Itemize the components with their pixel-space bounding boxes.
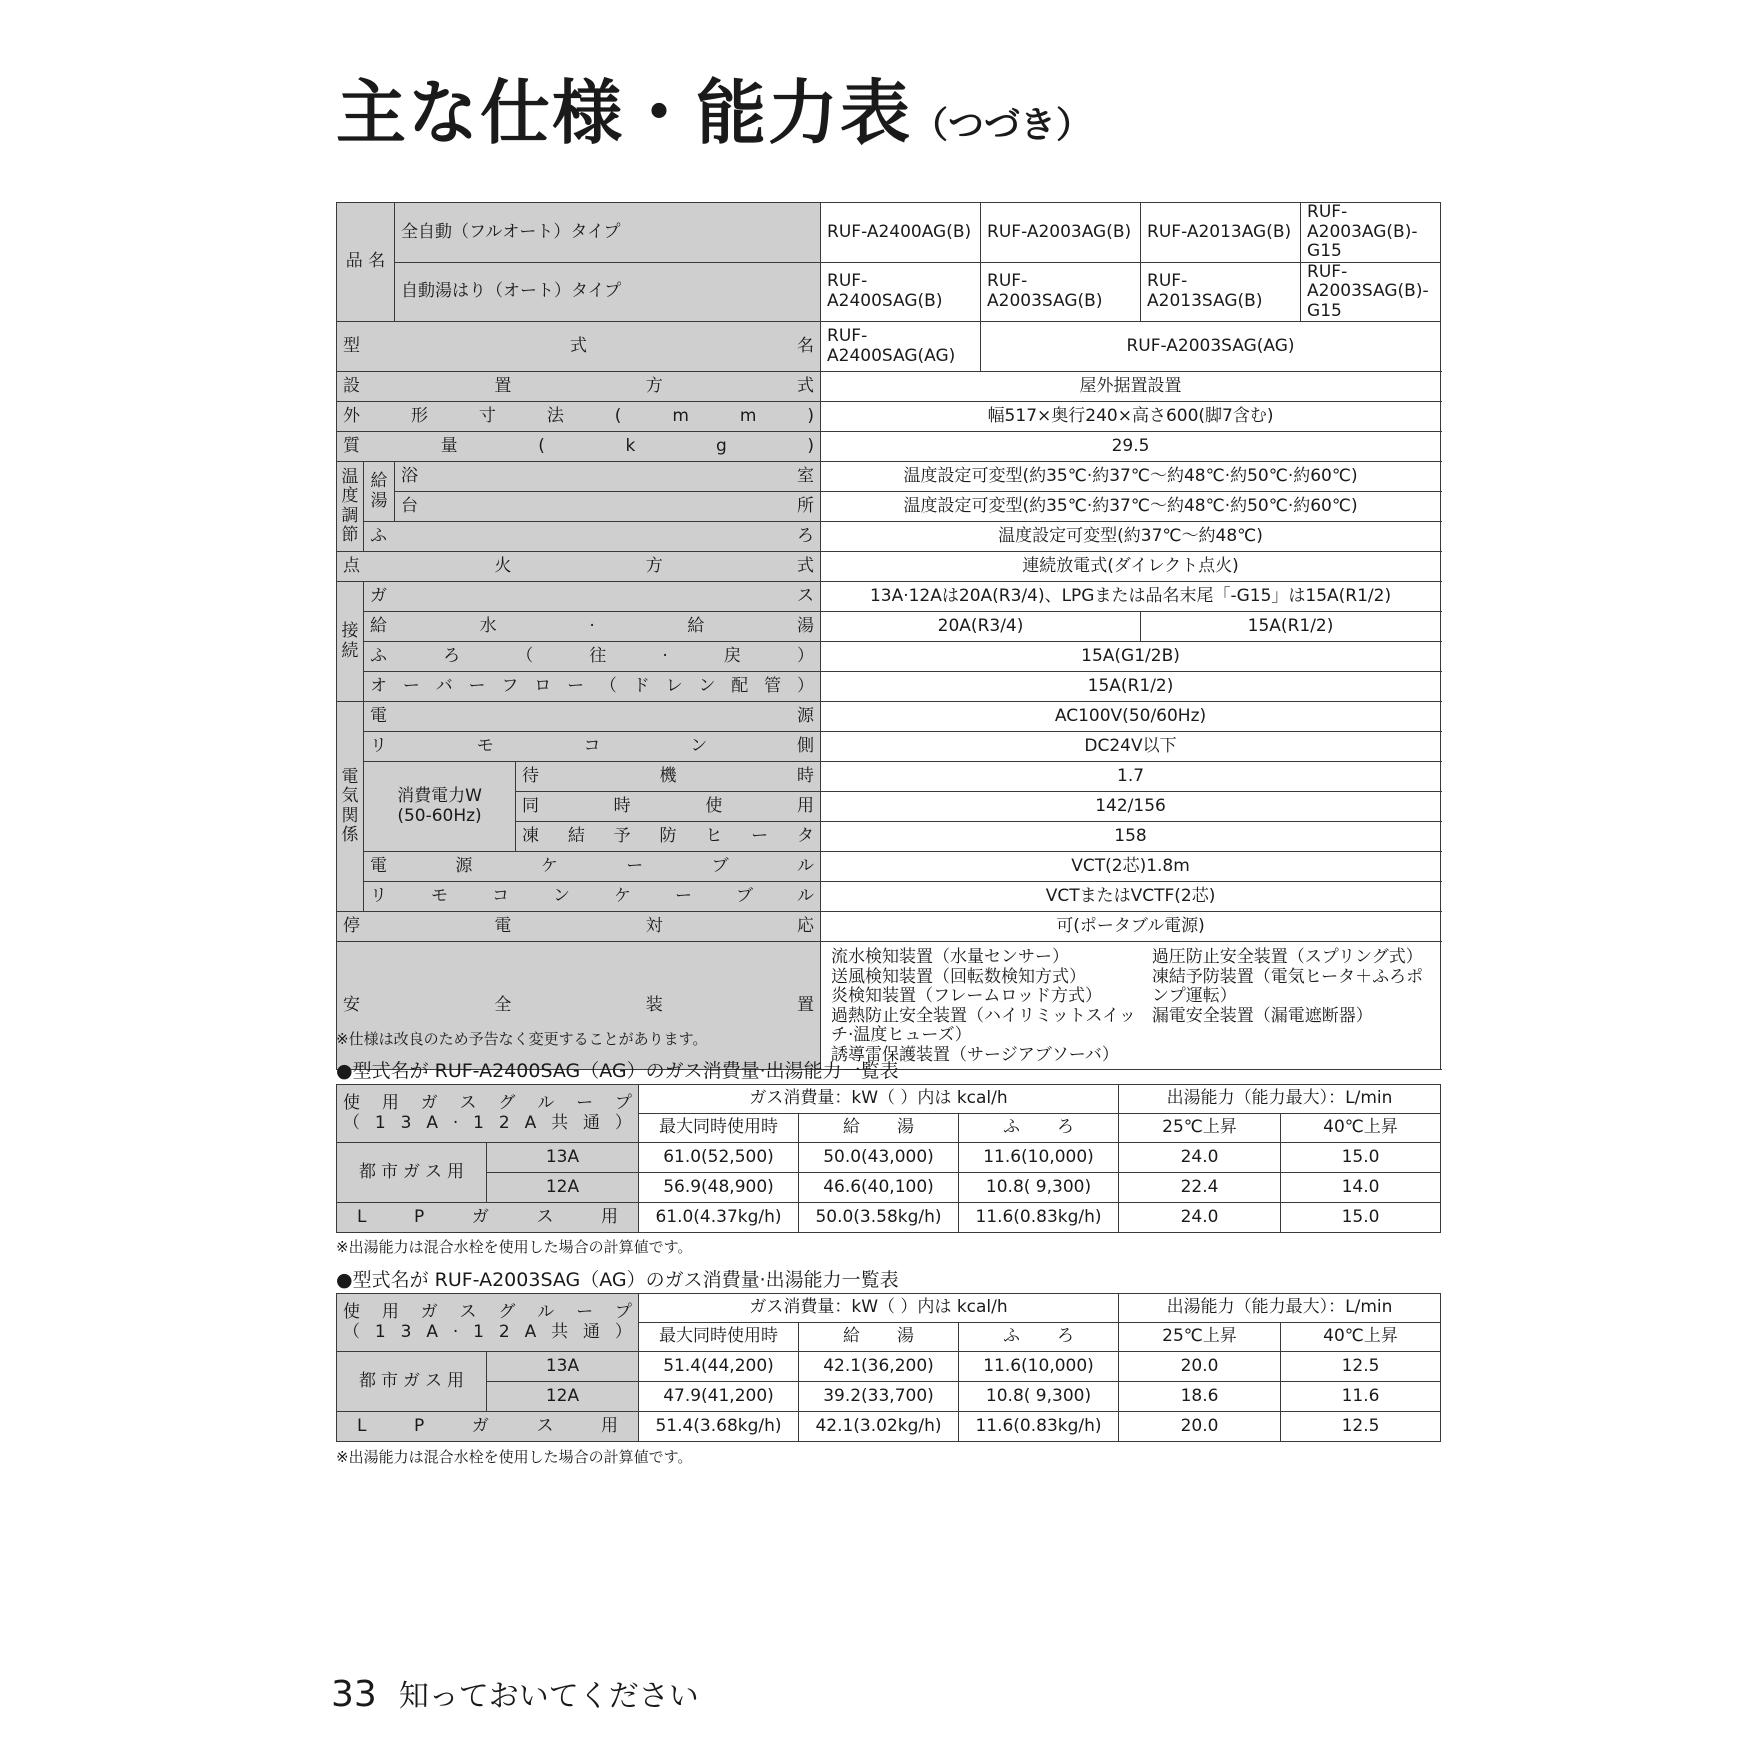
table-row	[337, 1412, 1441, 1442]
table-cell: 51.4(44,200)	[639, 1352, 799, 1382]
gas-table-note: ※出湯能力は混合水栓を使用した場合の計算値です。	[336, 1238, 693, 1256]
yokushitsu-row	[337, 462, 1441, 492]
table-cell: 24.0	[1119, 1203, 1281, 1233]
safety-item: 流水検知装置（水量センサー）	[831, 947, 1070, 968]
safety-col-2	[1152, 948, 1434, 1065]
table-cell: 56.9(48,900)	[639, 1173, 799, 1203]
cable-value: VCT(2芯)1.8m	[821, 852, 1441, 882]
model-cell: RUF-A2003AG(B)-G15	[1301, 203, 1441, 263]
safety-item: 過圧防止安全装置（スプリング式）	[1151, 947, 1423, 968]
spread-label: （ 1 3 A · 1 2 A 共 通 ）	[343, 1112, 632, 1133]
model-cell: RUF-A2400SAG(B)	[821, 262, 981, 322]
gas-group-header	[337, 1294, 639, 1352]
spread-label: 待 機 時	[522, 766, 815, 786]
table-cell: 12.5	[1281, 1352, 1441, 1382]
table-cell: 51.4(3.68kg/h)	[639, 1412, 799, 1442]
vertical-label: 接 続	[341, 621, 359, 661]
spread-label: 給 水 · 給 湯	[370, 616, 815, 636]
spread-label: 設 置 方 式	[343, 376, 815, 396]
output-header: 出湯能力（能力最大）：L/min	[1119, 1294, 1441, 1323]
overflow-value: 15A(R1/2)	[821, 672, 1441, 702]
spread-label: リ モ コ ン ケ ー ブ ル	[370, 886, 814, 906]
remocon-row	[337, 732, 1441, 762]
table-cell: 15.0	[1281, 1143, 1441, 1173]
gas-consumption-header: ガス消費量：kW（ ）内は kcal/h	[639, 1294, 1119, 1323]
table-cell: 10.8( 9,300)	[959, 1173, 1119, 1203]
hinmei-label: 品 名	[337, 203, 395, 322]
spread-label: 電 源	[370, 706, 815, 726]
tenka-value: 連続放電式(ダイレクト点火)	[821, 552, 1441, 582]
kyusui-value-b: 15A(R1/2)	[1141, 612, 1441, 642]
safety-item: 凍結予防装置（電気ヒータ＋ふろポンプ運転）	[1151, 966, 1424, 1007]
gas-consumption-header: ガス消費量：kW（ ）内は kcal/h	[639, 1085, 1119, 1114]
ondo-group-label	[337, 462, 364, 552]
table-cell: 24.0	[1119, 1143, 1281, 1173]
page-footer	[331, 1671, 699, 1715]
lp-gas-label: L P ガ ス 用	[357, 1206, 618, 1227]
furo-conn-row	[337, 642, 1441, 672]
vertical-label: 給 湯	[370, 471, 388, 511]
table-row	[337, 1203, 1441, 1233]
teiden-value: 可(ポータブル電源)	[821, 912, 1441, 942]
katashiki-label	[337, 322, 821, 372]
column-header: 給 湯	[843, 1326, 914, 1347]
safety-col-1	[831, 948, 1152, 1065]
table-cell: 50.0(43,000)	[799, 1143, 959, 1173]
column-header: 最大同時使用時	[639, 1323, 799, 1352]
row-label: 13A	[487, 1352, 639, 1382]
spread-label: ふ ろ （ 往 · 戻 ）	[370, 646, 814, 666]
table-cell: 11.6(10,000)	[959, 1143, 1119, 1173]
dengen-value: AC100V(50/60Hz)	[821, 702, 1441, 732]
spread-label: オ ー バ ー フ ロ ー （ ド レ ン 配 管 ）	[370, 676, 814, 696]
model-cell: RUF-A2013AG(B)	[1141, 203, 1301, 263]
gas-group-header	[337, 1085, 639, 1143]
table-cell: 50.0(3.58kg/h)	[799, 1203, 959, 1233]
gas-conn-value: 13A·12Aは20A(R3/4)、LPGまたは品名末尾「-G15」は15A(R1/2)	[821, 582, 1441, 612]
auto-label: 自動湯はり（オート）タイプ	[395, 262, 821, 322]
furo-temp-value: 温度設定可変型(約37℃～約48℃)	[821, 522, 1441, 552]
row-label: 12A	[487, 1382, 639, 1412]
row-label: 12A	[487, 1173, 639, 1203]
taiki-row	[337, 762, 1441, 792]
spread-label: 点 火 方 式	[343, 556, 815, 576]
daidokoro-value: 温度設定可変型(約35℃·約37℃～約48℃·約50℃·約60℃)	[821, 492, 1441, 522]
table-cell: 18.6	[1119, 1382, 1281, 1412]
spread-label: （ 1 3 A · 1 2 A 共 通 ）	[343, 1321, 632, 1342]
column-header: 40℃上昇	[1281, 1114, 1441, 1143]
spread-label: 台 所	[401, 496, 815, 516]
safety-item: 炎検知装置（フレームロッド方式）	[831, 986, 1103, 1007]
column-header: ふ ろ	[1003, 1326, 1075, 1347]
spread-label: 質 量 ( k g )	[343, 436, 814, 456]
table-cell: 11.6(0.83kg/h)	[959, 1412, 1119, 1442]
model-cell: RUF-A2003SAG(B)	[981, 262, 1141, 322]
table-cell: 42.1(3.02kg/h)	[799, 1412, 959, 1442]
gaikei-row	[337, 402, 1441, 432]
output-header: 出湯能力（能力最大）：L/min	[1119, 1085, 1441, 1114]
spread-label: リ モ コ ン 側	[370, 736, 814, 756]
table-cell: 47.9(41,200)	[639, 1382, 799, 1412]
model-cell: RUF-A2003SAG(B)-G15	[1301, 262, 1441, 322]
spread-label: 型 式 名	[343, 336, 815, 356]
denki-group-label	[337, 702, 364, 912]
model-cell: RUF-A2003AG(B)	[981, 203, 1141, 263]
anzen-row	[337, 942, 1441, 1070]
overflow-row	[337, 672, 1441, 702]
table-cell: 46.6(40,100)	[799, 1173, 959, 1203]
spread-label: ガ ス	[370, 586, 815, 606]
remocon-value: DC24V以下	[821, 732, 1441, 762]
kyusui-value-a: 20A(R3/4)	[821, 612, 1141, 642]
table-cell: 61.0(4.37kg/h)	[639, 1203, 799, 1233]
daidokoro-row	[337, 492, 1441, 522]
vertical-label: 電 気 関 係	[341, 766, 359, 846]
gas-conn-row	[337, 582, 1441, 612]
table-cell: 11.6(10,000)	[959, 1352, 1119, 1382]
spread-label: 停 電 対 応	[343, 916, 815, 936]
gas-table-heading: ●型式名が RUF-A2003SAG（AG）のガス消費量·出湯能力一覧表	[336, 1269, 899, 1291]
spec-note: ※仕様は改良のため予告なく変更することがあります。	[336, 1030, 708, 1048]
table-cell: 12.5	[1281, 1412, 1441, 1442]
column-header: 給 湯	[843, 1117, 914, 1138]
shitsuryo-value: 29.5	[821, 432, 1441, 462]
model-cell: RUF-A2400AG(B)	[821, 203, 981, 263]
page-title: 主な仕様・能力表（つづき）	[336, 72, 1093, 154]
setchi-row	[337, 372, 1441, 402]
teiden-row	[337, 912, 1441, 942]
doji-value: 142/156	[821, 792, 1441, 822]
model-cell: RUF-A2013SAG(B)	[1141, 262, 1301, 322]
table-cell: 20.0	[1119, 1412, 1281, 1442]
table-cell: 39.2(33,700)	[799, 1382, 959, 1412]
dengen-row	[337, 702, 1441, 732]
column-header: 40℃上昇	[1281, 1323, 1441, 1352]
furo-temp-row	[337, 522, 1441, 552]
shohi-label	[364, 762, 516, 852]
column-header: 25℃上昇	[1119, 1114, 1281, 1143]
table-row	[337, 1173, 1441, 1203]
full-auto-label: 全自動（フルオート）タイプ	[395, 203, 821, 263]
spread-label: 凍 結 予 防 ヒ ー タ	[522, 826, 814, 846]
kyusui-row	[337, 612, 1441, 642]
column-header: 最大同時使用時	[639, 1114, 799, 1143]
yokushitsu-value: 温度設定可変型(約35℃·約37℃～約48℃·約50℃·約60℃)	[821, 462, 1441, 492]
section-name: 知っておいてください	[398, 1679, 699, 1714]
gas-table-note: ※出湯能力は混合水栓を使用した場合の計算値です。	[336, 1448, 693, 1466]
katashiki-row	[337, 322, 1441, 372]
cable-row	[337, 852, 1441, 882]
safety-item: 誘導雷保護装置（サージアブソーバ）	[831, 1044, 1119, 1065]
shitsuryo-row	[337, 432, 1441, 462]
shohi-hz-text: (50-60Hz)	[397, 805, 482, 826]
katashiki-value: RUF-A2400SAG(AG)	[821, 322, 981, 372]
toketsu-value: 158	[821, 822, 1441, 852]
anzen-list	[821, 942, 1441, 1070]
auto-row	[337, 262, 1441, 322]
shohi-label-text: 消費電力W	[397, 786, 482, 807]
setsuzoku-group-label	[337, 582, 364, 702]
lp-gas-label: L P ガ ス 用	[357, 1415, 618, 1436]
katashiki-value: RUF-A2003SAG(AG)	[981, 322, 1441, 372]
table-cell: 20.0	[1119, 1352, 1281, 1382]
remocon-cable-row	[337, 882, 1441, 912]
remocon-cable-value: VCTまたはVCTF(2芯)	[821, 882, 1441, 912]
row-label: 13A	[487, 1143, 639, 1173]
setchi-value: 屋外据置設置	[821, 372, 1441, 402]
kyuto-label	[364, 462, 395, 522]
table-row	[337, 1352, 1441, 1382]
table-cell: 42.1(36,200)	[799, 1352, 959, 1382]
page-number: 33	[331, 1674, 377, 1715]
table-cell: 14.0	[1281, 1173, 1441, 1203]
spread-label: 浴 室	[401, 466, 815, 486]
spread-label: 電 源 ケ ー ブ ル	[370, 856, 815, 876]
spread-label: 使 用 ガ ス グ ル ー プ	[343, 1301, 632, 1322]
spread-label: 同 時 使 用	[522, 796, 815, 816]
gas-table-heading: ●型式名が RUF-A2400SAG（AG）のガス消費量·出湯能力一覧表	[336, 1060, 899, 1082]
column-header: ふ ろ	[1003, 1117, 1075, 1138]
taiki-value: 1.7	[821, 762, 1441, 792]
table-cell: 11.6(0.83kg/h)	[959, 1203, 1119, 1233]
safety-item: 漏電安全装置（漏電遮断器）	[1151, 1005, 1373, 1026]
table-row	[337, 1143, 1441, 1173]
full-auto-row	[337, 203, 1441, 263]
safety-item: 送風検知装置（回転数検知方式）	[831, 966, 1087, 987]
tenka-row	[337, 552, 1441, 582]
furo-conn-value: 15A(G1/2B)	[821, 642, 1441, 672]
spread-label: 安 全 装 置	[343, 995, 815, 1015]
table-cell: 61.0(52,500)	[639, 1143, 799, 1173]
vertical-label: 温 度 調 節	[341, 466, 359, 546]
table-row	[337, 1382, 1441, 1412]
table-cell: 11.6	[1281, 1382, 1441, 1412]
safety-item: 過熱防止安全装置（ハイリミットスイッチ·温度ヒューズ）	[831, 1005, 1136, 1046]
city-gas-label: 都 市 ガ ス 用	[359, 1161, 464, 1182]
spec-table	[336, 202, 1441, 1070]
gas-table	[336, 1084, 1441, 1233]
gaikei-value: 幅517×奥行240×高さ600(脚7含む)	[821, 402, 1441, 432]
spread-label: ふ ろ	[370, 526, 815, 546]
table-cell: 22.4	[1119, 1173, 1281, 1203]
table-cell: 15.0	[1281, 1203, 1441, 1233]
city-gas-label: 都 市 ガ ス 用	[359, 1370, 464, 1391]
table-cell: 10.8( 9,300)	[959, 1382, 1119, 1412]
column-header: 25℃上昇	[1119, 1323, 1281, 1352]
spread-label: 外 形 寸 法 ( m m )	[343, 406, 814, 426]
spread-label: 使 用 ガ ス グ ル ー プ	[343, 1092, 632, 1113]
gas-table	[336, 1293, 1441, 1442]
